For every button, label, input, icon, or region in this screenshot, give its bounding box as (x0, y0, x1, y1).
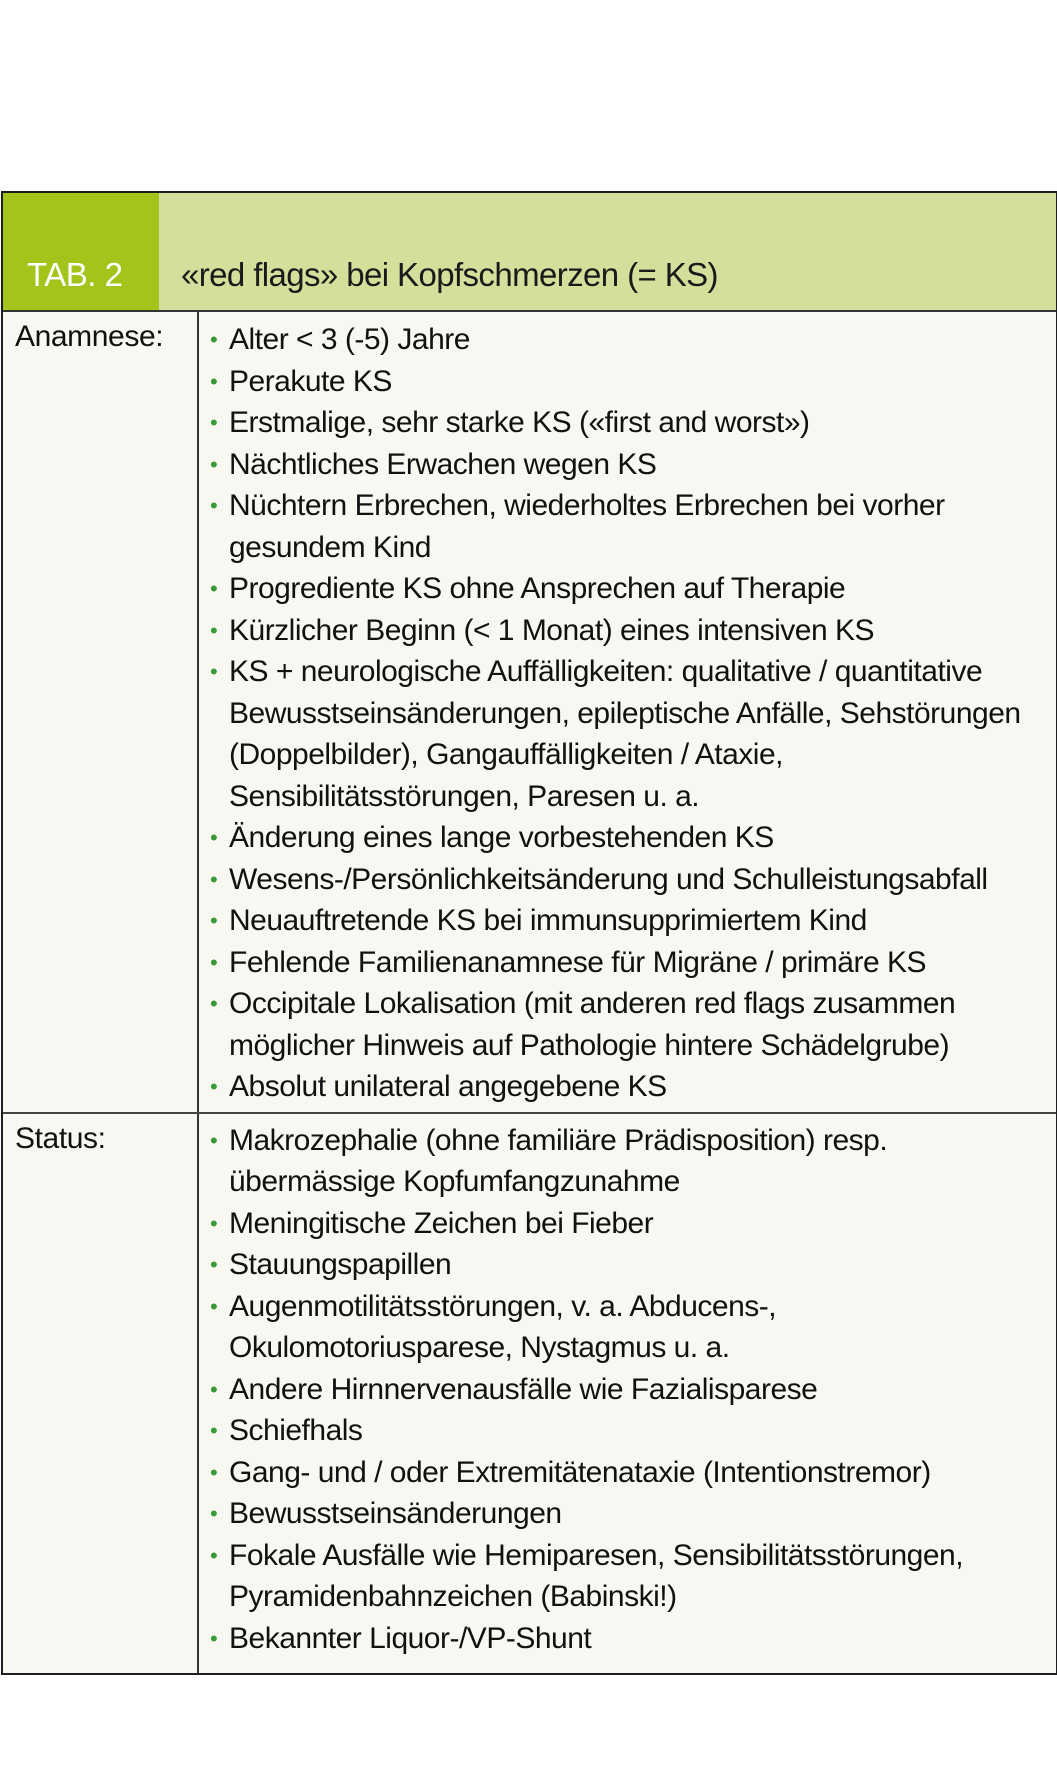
list-item (199, 1244, 1046, 1286)
bullet-icon: • (210, 949, 218, 975)
item-text: Nüchtern Erbrechen, wiederholtes Erbrechen bei vorher gesundem Kind (229, 489, 945, 564)
list-item (199, 1452, 1046, 1494)
item-list (199, 312, 1056, 1112)
item-text: Wesens-/Persönlichkeitsänderung und Schulleistungsabfall (229, 862, 988, 896)
item-text: Kürzlicher Beginn (< 1 Monat) eines intensiven KS (229, 613, 875, 647)
row-label: Anamnese: (3, 312, 199, 1112)
list-item (199, 1120, 1046, 1203)
list-item (199, 651, 1046, 817)
bullet-icon: • (210, 617, 218, 643)
list-item (199, 859, 1046, 901)
table-row-anamnese (3, 312, 1056, 1112)
bullet-icon: • (210, 659, 218, 684)
list-item (199, 319, 1046, 361)
bullet-icon: • (210, 327, 218, 352)
item-text: Schiefhals (229, 1414, 363, 1447)
bullet-icon: • (210, 1293, 218, 1319)
bullet-icon: • (210, 368, 218, 394)
list-item (199, 900, 1046, 942)
item-text: Gang- und / oder Extremitätenataxie (Intentionstremor) (229, 1455, 931, 1489)
list-item (199, 610, 1046, 652)
item-list (199, 1114, 1056, 1674)
item-text: Andere Hirnnervenausfälle wie Fazialisparese (229, 1372, 818, 1406)
bullet-icon: • (210, 908, 218, 933)
list-item (199, 1203, 1046, 1245)
list-item (199, 942, 1046, 984)
item-text: Änderung eines lange vorbestehenden KS (229, 821, 774, 854)
list-item (199, 568, 1046, 610)
bullet-icon: • (210, 991, 218, 1016)
bullet-icon: • (210, 1459, 218, 1485)
bullet-icon: • (210, 1252, 218, 1277)
table-title: «red flags» bei Kopfschmerzen (= KS) (159, 193, 1056, 310)
item-text: KS + neurologische Auffälligkeiten: qualitative / quantitative Bewusstseinsänderungen, epileptische Anfälle, Sehstörungen (Doppelbilder), Gangauffälligkeiten / Ataxie, Sensibilitätsstörungen, Paresen u. a. (229, 655, 1021, 813)
bullet-icon: • (210, 866, 218, 892)
bullet-icon: • (210, 576, 218, 601)
item-text: Progrediente KS ohne Ansprechen auf Therapie (229, 572, 846, 605)
list-item (199, 983, 1046, 1066)
bullet-icon: • (210, 1501, 218, 1526)
list-item (199, 1066, 1046, 1108)
table-number-label: TAB. 2 (3, 193, 159, 310)
bullet-icon: • (210, 825, 218, 850)
red-flags-table (1, 191, 1057, 1675)
bullet-icon: • (210, 1542, 218, 1568)
item-text: Bekannter Liquor-/VP-Shunt (229, 1621, 592, 1655)
item-text: Neuauftretende KS bei immunsupprimiertem Kind (229, 904, 867, 937)
item-text: Makrozephalie (ohne familiäre Prädisposition) resp. übermässige Kopfumfangzunahme (229, 1123, 888, 1198)
list-item (199, 1286, 1046, 1369)
item-text: Fehlende Familienanamnese für Migräne / primäre KS (229, 945, 927, 979)
list-item (199, 1369, 1046, 1411)
item-text: Erstmalige, sehr starke KS («first and worst») (229, 406, 810, 439)
table-header (3, 193, 1056, 312)
bullet-icon: • (210, 1127, 218, 1153)
list-item (199, 402, 1046, 444)
item-text: Fokale Ausfälle wie Hemiparesen, Sensibilitätsstörungen, Pyramidenbahnzeichen (Babinski!) (229, 1538, 964, 1613)
item-text: Nächtliches Erwachen wegen KS (229, 447, 657, 481)
table-row-status (3, 1112, 1056, 1674)
item-text: Bewusstseinsänderungen (229, 1497, 562, 1530)
bullet-icon: • (210, 1376, 218, 1402)
bullet-icon: • (210, 493, 218, 518)
list-item (199, 444, 1046, 486)
list-item (199, 1535, 1046, 1618)
bullet-icon: • (210, 451, 218, 477)
bullet-icon: • (210, 410, 218, 435)
bullet-icon: • (210, 1625, 218, 1651)
list-item (199, 817, 1046, 859)
item-text: Occipitale Lokalisation (mit anderen red flags zusammen möglicher Hinweis auf Pathologie hintere Schädelgrube) (229, 987, 956, 1062)
row-label: Status: (3, 1114, 199, 1674)
list-item (199, 1618, 1046, 1660)
bullet-icon: • (210, 1210, 218, 1236)
bullet-icon: • (210, 1418, 218, 1443)
item-text: Augenmotilitätsstörungen, v. a. Abducens-, Okulomotoriusparese, Nystagmus u. a. (229, 1289, 777, 1364)
list-item (199, 485, 1046, 568)
list-item (199, 361, 1046, 403)
item-text: Alter < 3 (-5) Jahre (229, 323, 470, 356)
item-text: Meningitische Zeichen bei Fieber (229, 1206, 654, 1240)
list-item (199, 1493, 1046, 1535)
item-text: Absolut unilateral angegebene KS (229, 1070, 667, 1103)
item-text: Stauungspapillen (229, 1248, 452, 1281)
item-text: Perakute KS (229, 364, 392, 398)
list-item (199, 1410, 1046, 1452)
bullet-icon: • (210, 1074, 218, 1099)
